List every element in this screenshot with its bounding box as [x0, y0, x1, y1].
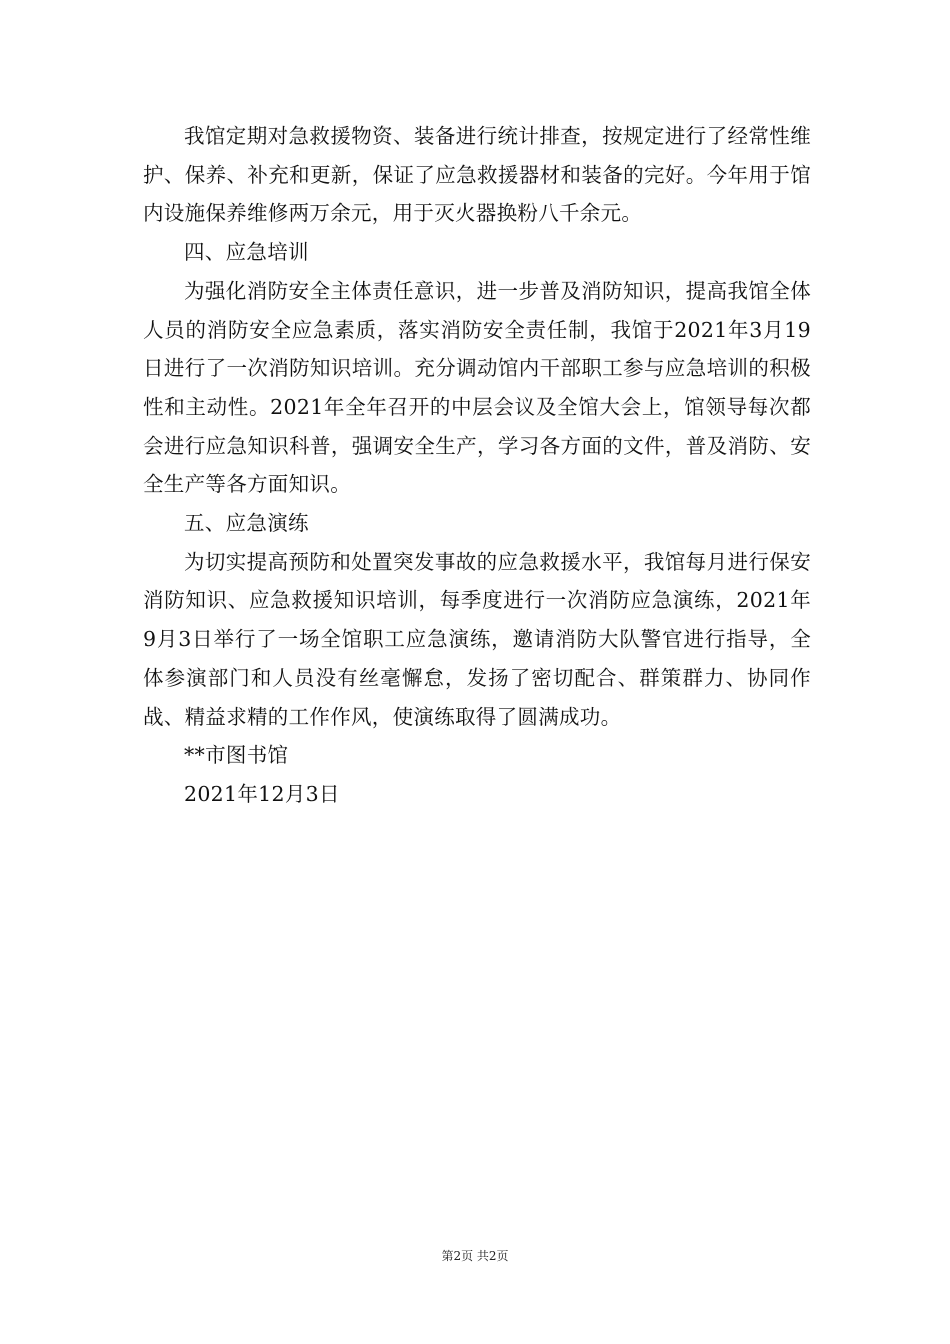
- document-body: [143, 117, 811, 814]
- signature-organization: **市图书馆: [184, 743, 289, 768]
- paragraph-training: 为强化消防安全主体责任意识，进一步普及消防知识，提高我馆全体人员的消防安全应急素质，落实消防安全责任制，我馆于2021年3月19日进行了一次消防知识培训。充分调动馆内干部职工参与应急培训的积极性和主动性。2021年全年召开的中层会议及全馆大会上，馆领导每次都会进行应急知识科普，强调安全生产，学习各方面的文件，普及消防、安全生产等各方面知识。: [143, 278, 811, 497]
- page-number: 第2页 共2页: [441, 1249, 509, 1263]
- section-heading-drill: 五、应急演练: [184, 511, 309, 536]
- page-footer: [0, 1248, 950, 1264]
- paragraph-equipment-maintenance: 我馆定期对急救援物资、装备进行统计排查，按规定进行了经常性维护、保养、补充和更新，保证了应急救援器材和装备的完好。今年用于馆内设施保养维修两万余元，用于灭火器换粉八千余元。: [143, 124, 811, 226]
- section-heading-training: 四、应急培训: [184, 240, 309, 265]
- paragraph-drill: 为切实提高预防和处置突发事故的应急救援水平，我馆每月进行保安消防知识、应急救援知识培训，每季度进行一次消防应急演练，2021年9月3日举行了一场全馆职工应急演练，邀请消防大队警官进行指导，全体参演部门和人员没有丝毫懈怠，发扬了密切配合、群策群力、协同作战、精益求精的工作作风，使演练取得了圆满成功。: [143, 549, 811, 729]
- signature-date: 2021年12月3日: [184, 781, 340, 806]
